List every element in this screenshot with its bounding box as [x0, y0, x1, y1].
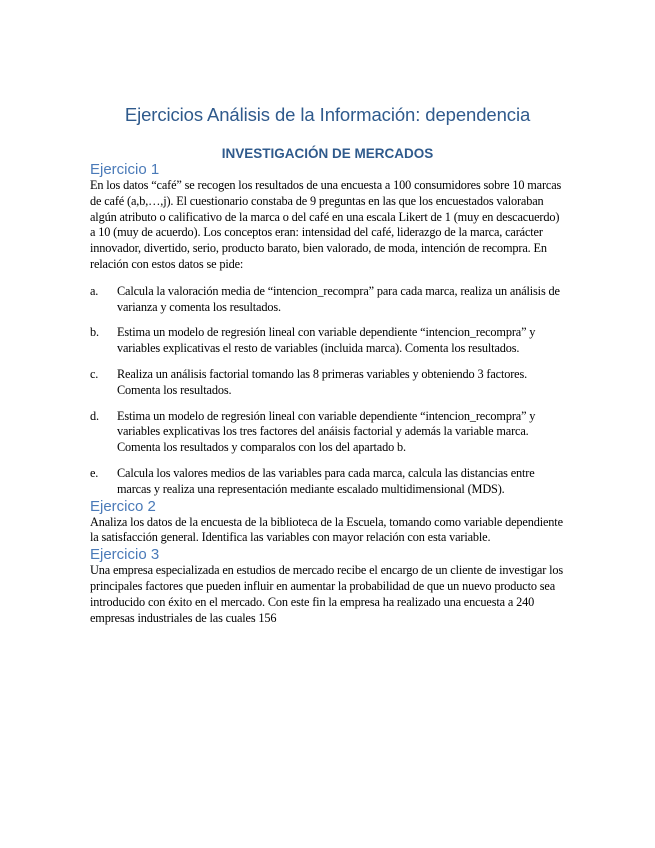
item-text: Estima un modelo de regresión lineal con variable dependiente “intencion_recompra” y variables explicativas el resto de variables (incluida marca). Comenta los resultados. — [117, 325, 536, 356]
exercise-1-item-b — [90, 325, 565, 357]
exercise-2-heading: Ejercico 2 — [90, 497, 156, 515]
item-marker: e. — [90, 465, 99, 480]
item-text: Realiza un análisis factorial tomando las 8 primeras variables y obteniendo 3 factores. Comenta los resultados. — [117, 366, 528, 397]
exercise-3-text: Una empresa especializada en estudios de mercado recibe el encargo de un cliente de investigar los principales factores que pueden influir en aumentar la probabilidad de que un nuevo producto sea introducido con éxito en el mercado. Con este fin la empresa ha realizado una encuesta a 240 empresas industriales de las cuales 156 — [90, 563, 563, 625]
exercise-2-text: Analiza los datos de la encuesta de la biblioteca de la Escuela, tomando como variable dependiente la satisfacción general. Identifica las variables con mayor relación con esta variable. — [90, 514, 563, 545]
exercise-1-item-d — [90, 409, 565, 456]
exercise-1-item-c — [90, 367, 565, 399]
item-marker: d. — [90, 408, 99, 423]
item-text: Estima un modelo de regresión lineal con variable dependiente “intencion_recompra” y variables explicativas los tres factores del anáisis factorial y además la variable marca. Comenta los resultados y comparalos con los del apartado b. — [117, 408, 536, 455]
exercise-3-heading: Ejercicio 3 — [90, 546, 160, 564]
exercise-1-item-a — [90, 284, 565, 316]
document-content — [90, 104, 565, 626]
item-text: Calcula los valores medios de las variables para cada marca, calcula las distancias entre marcas y realiza una representación mediante escalado multidimensional (MDS). — [117, 465, 535, 496]
item-marker: b. — [90, 325, 99, 340]
item-marker: c. — [90, 366, 99, 381]
exercise-1-item-e — [90, 466, 565, 498]
document-title: Ejercicios Análisis de la Información: dependencia — [124, 104, 531, 125]
exercise-1-heading: Ejercicio 1 — [90, 161, 160, 178]
item-marker: a. — [90, 283, 99, 298]
item-text: Calcula la valoración media de “intencion_recompra” para cada marca, realiza un análisis de varianza y comenta los resultados. — [117, 283, 560, 314]
exercise-1-intro: En los datos “café” se recogen los resultados de una encuesta a 100 consumidores sobre 10 marcas de café (a,b,…,j). El cuestionario constaba de 9 preguntas en las que los encuestados valoraban algún atributo o calificativo de la marca o del café en una escala Likert de 1 (muy en descacuerdo) a 10 (muy de acuerdo). Los conceptos eran: intensidad del café, liderazgo de la marca, carácter innovador, divertido, serio, producto barato, bien valorado, de moda, intención de recompra. En relación con estos datos se pide: — [90, 178, 562, 271]
document-subtitle: INVESTIGACIÓN DE MERCADOS — [221, 146, 434, 161]
